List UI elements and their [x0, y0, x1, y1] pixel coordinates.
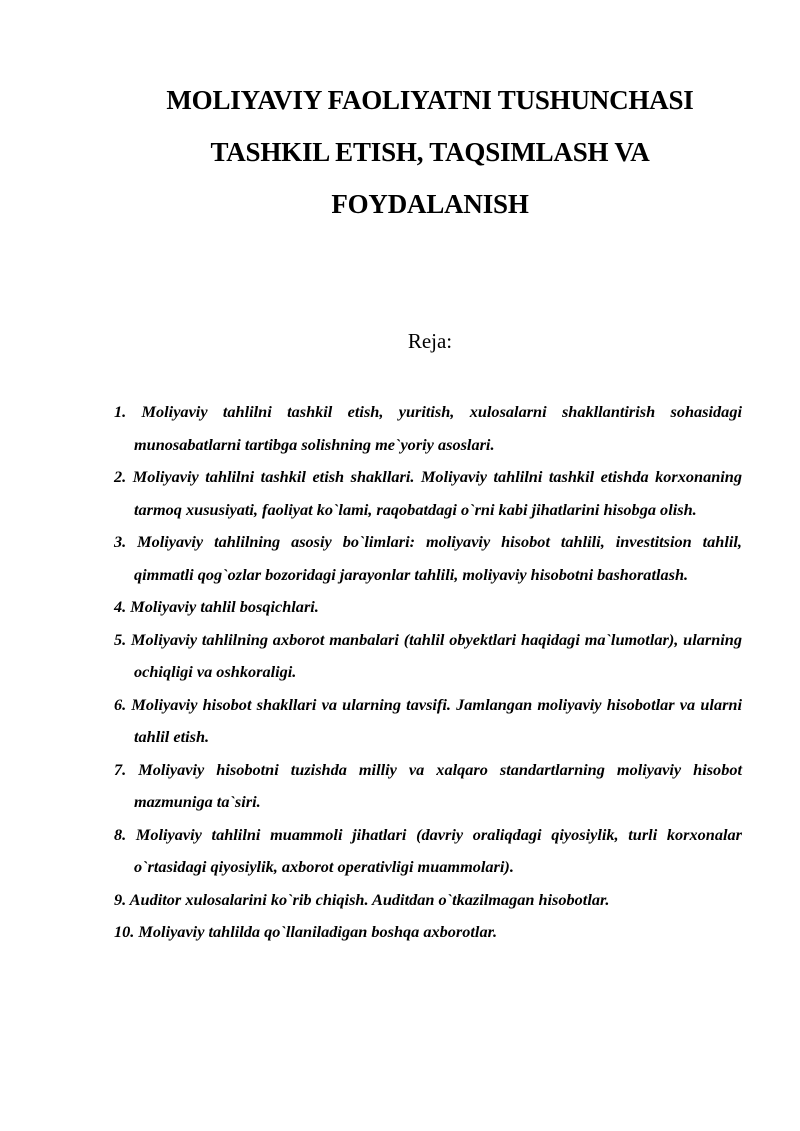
document-title: [60, 74, 800, 230]
title-line-2: TASHKIL ETISH, TAQSIMLASH VA: [210, 137, 650, 167]
plan-item-4: 4. Moliyaviy tahlil bosqichlari.: [114, 597, 319, 616]
plan-item-2: 2. Moliyaviy tahlilni tashkil etish shakllari. Moliyaviy tahlilni tashkil etishda korxonaning tarmoq xususiyati, faoliyat ko`lami, raqobatdagi o`rni kabi jihatlarini hisobga olish.: [114, 467, 742, 519]
title-line-1: MOLIYAVIY FAOLIYATNI TUSHUNCHASI: [166, 85, 694, 115]
plan-item-1: 1. Moliyaviy tahlilni tashkil etish, yuritish, xulosalarni shakllantirish sohasidagi munosabatlarni tartibga solishning me`yoriy asoslari.: [114, 402, 742, 454]
plan-item-10: 10. Moliyaviy tahlilda qo`llaniladigan boshqa axborotlar.: [114, 922, 498, 941]
plan-item-8: 8. Moliyaviy tahlilni muammoli jihatlari (davriy oraliqdagi qiyosiylik, turli korxonalar o`rtasidagi qiyosiylik, axborot operativligi muammolari).: [114, 824, 742, 876]
title-line-3: FOYDALANISH: [331, 189, 529, 219]
plan-list: [114, 396, 742, 949]
plan-heading: Reja:: [407, 329, 453, 353]
plan-item-5: 5. Moliyaviy tahlilning axborot manbalari (tahlil obyektlari haqidagi ma`lumotlar), ularning ochiqligi va oshkoraligi.: [114, 629, 742, 681]
plan-item-7: 7. Moliyaviy hisobotni tuzishda milliy va xalqaro standartlarning moliyaviy hisobot mazmuniga ta`siri.: [114, 759, 742, 811]
plan-item-6: 6. Moliyaviy hisobot shakllari va ularning tavsifi. Jamlangan moliyaviy hisobotlar va ularni tahlil etish.: [114, 694, 742, 746]
plan-item-3: 3. Moliyaviy tahlilning asosiy bo`limlari: moliyaviy hisobot tahlili, investitsion tahlil, qimmatli qog`ozlar bozoridagi jarayonlar tahlili, moliyaviy hisobotni bashoratlash.: [114, 532, 742, 584]
plan-item-9: 9. Auditor xulosalarini ko`rib chiqish. Auditdan o`tkazilmagan hisobotlar.: [114, 889, 610, 909]
